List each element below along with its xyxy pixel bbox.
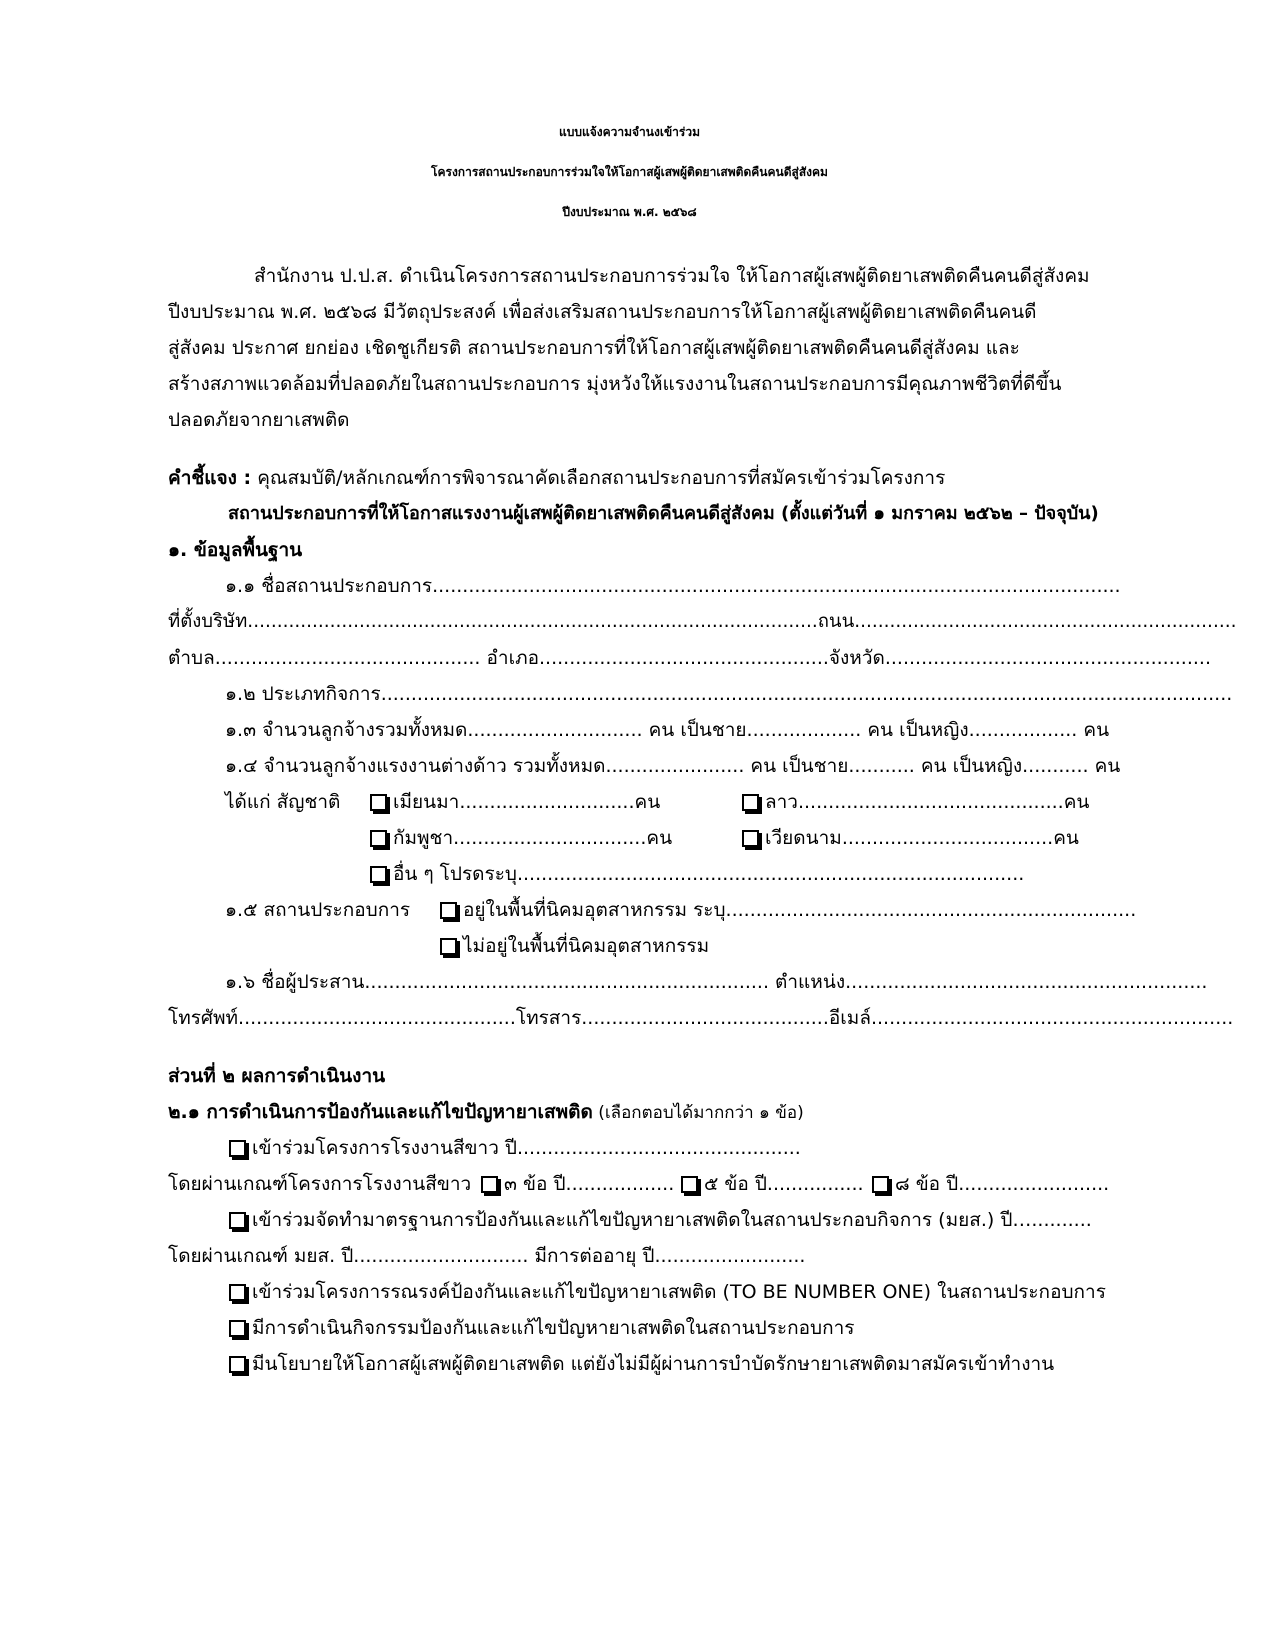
- criteria-part-a: สถานประกอบการที่ให้โอกาสแรงงานผู้เสพผู้ติดยาเสพติดคืนคนดีสู่สังคม: [228, 503, 775, 524]
- option-other-nationality[interactable]: อื่น ๆ โปรดระบุ....................................................................................: [370, 862, 1024, 886]
- field-contact[interactable]: โทรศัพท์..............................................โทรสาร.........................................อีเมล์............................................................: [168, 1007, 1234, 1029]
- checkbox-icon[interactable]: [370, 830, 387, 847]
- field-coordinator[interactable]: ๑.๖ ชื่อผู้ประสาน................................................................... ตำแหน่ง............................................................: [225, 971, 1208, 993]
- checkbox-icon[interactable]: [229, 1320, 246, 1337]
- option-moys[interactable]: เข้าร่วมจัดทำมาตรฐานการป้องกันและแก้ไขปัญหายาเสพติดในสถานประกอบกิจการ (มยส.) ปี…..........: [229, 1208, 1092, 1232]
- checkbox-icon[interactable]: [229, 1356, 246, 1373]
- field-foreign-worker-count[interactable]: ๑.๔ จำนวนลูกจ้างแรงงานต่างด้าว รวมทั้งหมด....................... คน เป็นชาย........... คน เป็นหญิง........... คน: [225, 755, 1121, 777]
- option-opportunity-policy[interactable]: มีนโยบายให้โอกาสผู้เสพผู้ติดยาเสพติด แต่ยังไม่มีผู้ผ่านการบำบัดรักษายาเสพติดมาสมัครเข้าทำงาน: [229, 1352, 1054, 1376]
- nationality-label: ได้แก่ สัญชาติ: [225, 791, 341, 813]
- option-criteria-5[interactable]: ๕ ข้อ ปี................: [681, 1172, 864, 1196]
- option-in-industrial-estate[interactable]: อยู่ในพื้นที่นิคมอุตสาหกรรม ระบุ....................................................................: [440, 898, 1136, 922]
- checkbox-icon[interactable]: [440, 938, 457, 955]
- option-vietnam[interactable]: เวียดนาม...................................คน: [742, 826, 1079, 850]
- section2-1-line: [168, 1100, 804, 1125]
- checkbox-icon[interactable]: [742, 794, 759, 811]
- field-employee-count[interactable]: ๑.๓ จำนวนลูกจ้างรวมทั้งหมด............................. คน เป็นชาย................... คน เป็นหญิง.................. คน: [225, 719, 1110, 741]
- establishment-location-label: ๑.๕ สถานประกอบการ: [225, 899, 411, 921]
- checkbox-icon[interactable]: [229, 1212, 246, 1229]
- checkbox-icon[interactable]: [370, 866, 387, 883]
- section2-1-title: ๒.๑ การดำเนินการป้องกันและแก้ไขปัญหายาเสพติด: [168, 1101, 593, 1123]
- criteria-part-c: – ปัจจุบัน): [1012, 503, 1099, 524]
- field-district[interactable]: ตำบล............................................ อำเภอ................................................จังหวัด......................................................: [168, 647, 1211, 669]
- option-not-in-industrial-estate[interactable]: ไม่อยู่ในพื้นที่นิคมอุตสาหกรรม: [440, 934, 709, 958]
- fiscal-year-title: ปีงบประมาณ พ.ศ. ๒๕๖๘: [562, 205, 697, 219]
- option-criteria-8[interactable]: ๘ ข้อ ปี.........................: [872, 1172, 1109, 1196]
- option-laos[interactable]: ลาว............................................คน: [742, 790, 1089, 814]
- option-to-be-number-one[interactable]: เข้าร่วมโครงการรณรงค์ป้องกันและแก้ไขปัญหายาเสพติด (TO BE NUMBER ONE) ในสถานประกอบการ: [229, 1280, 1106, 1304]
- option-prevention-activities[interactable]: มีการดำเนินกิจกรรมป้องกันและแก้ไขปัญหายาเสพติดในสถานประกอบการ: [229, 1316, 854, 1340]
- section2-heading: ส่วนที่ ๒ ผลการดำเนินงาน: [168, 1065, 386, 1087]
- checkbox-icon[interactable]: [681, 1176, 698, 1193]
- instructions-label: คำชี้แจง :: [168, 467, 252, 489]
- moys-criteria[interactable]: โดยผ่านเกณฑ์ มยส. ปี............................. มีการต่ออายุ ปี.........................: [168, 1245, 806, 1267]
- option-criteria-3[interactable]: ๓ ข้อ ปี..................: [481, 1172, 674, 1196]
- criteria-line: [228, 502, 1099, 526]
- criteria-part-b: (ตั้งแต่วันที่ ๑ มกราคม ๒๕๖๒: [780, 503, 1013, 524]
- field-business-type[interactable]: ๑.๒ ประเภทกิจการ.............................................................................................................................................: [225, 683, 1233, 705]
- section1-heading: ๑. ข้อมูลพื้นฐาน: [168, 539, 303, 561]
- option-white-factory[interactable]: เข้าร่วมโครงการโรงงานสีขาว ปี...............................................: [229, 1136, 801, 1160]
- checkbox-icon[interactable]: [440, 902, 457, 919]
- white-factory-criteria-label: โดยผ่านเกณฑ์โครงการโรงงานสีขาว: [168, 1173, 472, 1195]
- checkbox-icon[interactable]: [370, 794, 387, 811]
- intro-line-5: ปลอดภัยจากยาเสพติด: [168, 409, 350, 431]
- intro-line-4: สร้างสภาพแวดล้อมที่ปลอดภัยในสถานประกอบการ มุ่งหวังให้แรงงานในสถานประกอบการมีคุณภาพชีวิตที่ดีขึ้น: [168, 373, 1062, 395]
- checkbox-icon[interactable]: [742, 830, 759, 847]
- intro-line-2: ปีงบประมาณ พ.ศ. ๒๕๖๘ มีวัตถุประสงค์ เพื่อส่งเสริมสถานประกอบการให้โอกาสผู้เสพผู้ติดยาเสพติดคืนคนดี: [168, 301, 1037, 323]
- field-company-name[interactable]: ๑.๑ ชื่อสถานประกอบการ..................................................................................................................: [225, 575, 1121, 597]
- option-myanmar[interactable]: เมียนมา.............................คน: [370, 790, 660, 814]
- section2-1-note: (เลือกตอบได้มากกว่า ๑ ข้อ): [592, 1103, 804, 1123]
- checkbox-icon[interactable]: [229, 1140, 246, 1157]
- field-address[interactable]: ที่ตั้งบริษัท.................................................................................................ถนน.................................................................: [168, 611, 1237, 632]
- intro-line-3: สู่สังคม ประกาศ ยกย่อง เชิดชูเกียรติ สถานประกอบการที่ให้โอกาสผู้เสพผู้ติดยาเสพติดคืนคนดีสู่สังคม และ: [168, 337, 1020, 359]
- project-title: โครงการสถานประกอบการร่วมใจให้โอกาสผู้เสพผู้ติดยาเสพติดคืนคนดีสู่สังคม: [431, 165, 828, 179]
- checkbox-icon[interactable]: [872, 1176, 889, 1193]
- instructions-line: [168, 466, 945, 490]
- checkbox-icon[interactable]: [229, 1284, 246, 1301]
- instructions-text: คุณสมบัติ/หลักเกณฑ์การพิจารณาคัดเลือกสถานประกอบการที่สมัครเข้าร่วมโครงการ: [251, 467, 946, 489]
- option-cambodia[interactable]: กัมพูชา................................คน: [370, 826, 672, 850]
- form-title: แบบแจ้งความจำนงเข้าร่วม: [559, 125, 700, 139]
- checkbox-icon[interactable]: [481, 1176, 498, 1193]
- intro-line-1: สำนักงาน ป.ป.ส. ดำเนินโครงการสถานประกอบการร่วมใจ ให้โอกาสผู้เสพผู้ติดยาเสพติดคืนคนดีสู่สังคม: [254, 265, 1090, 287]
